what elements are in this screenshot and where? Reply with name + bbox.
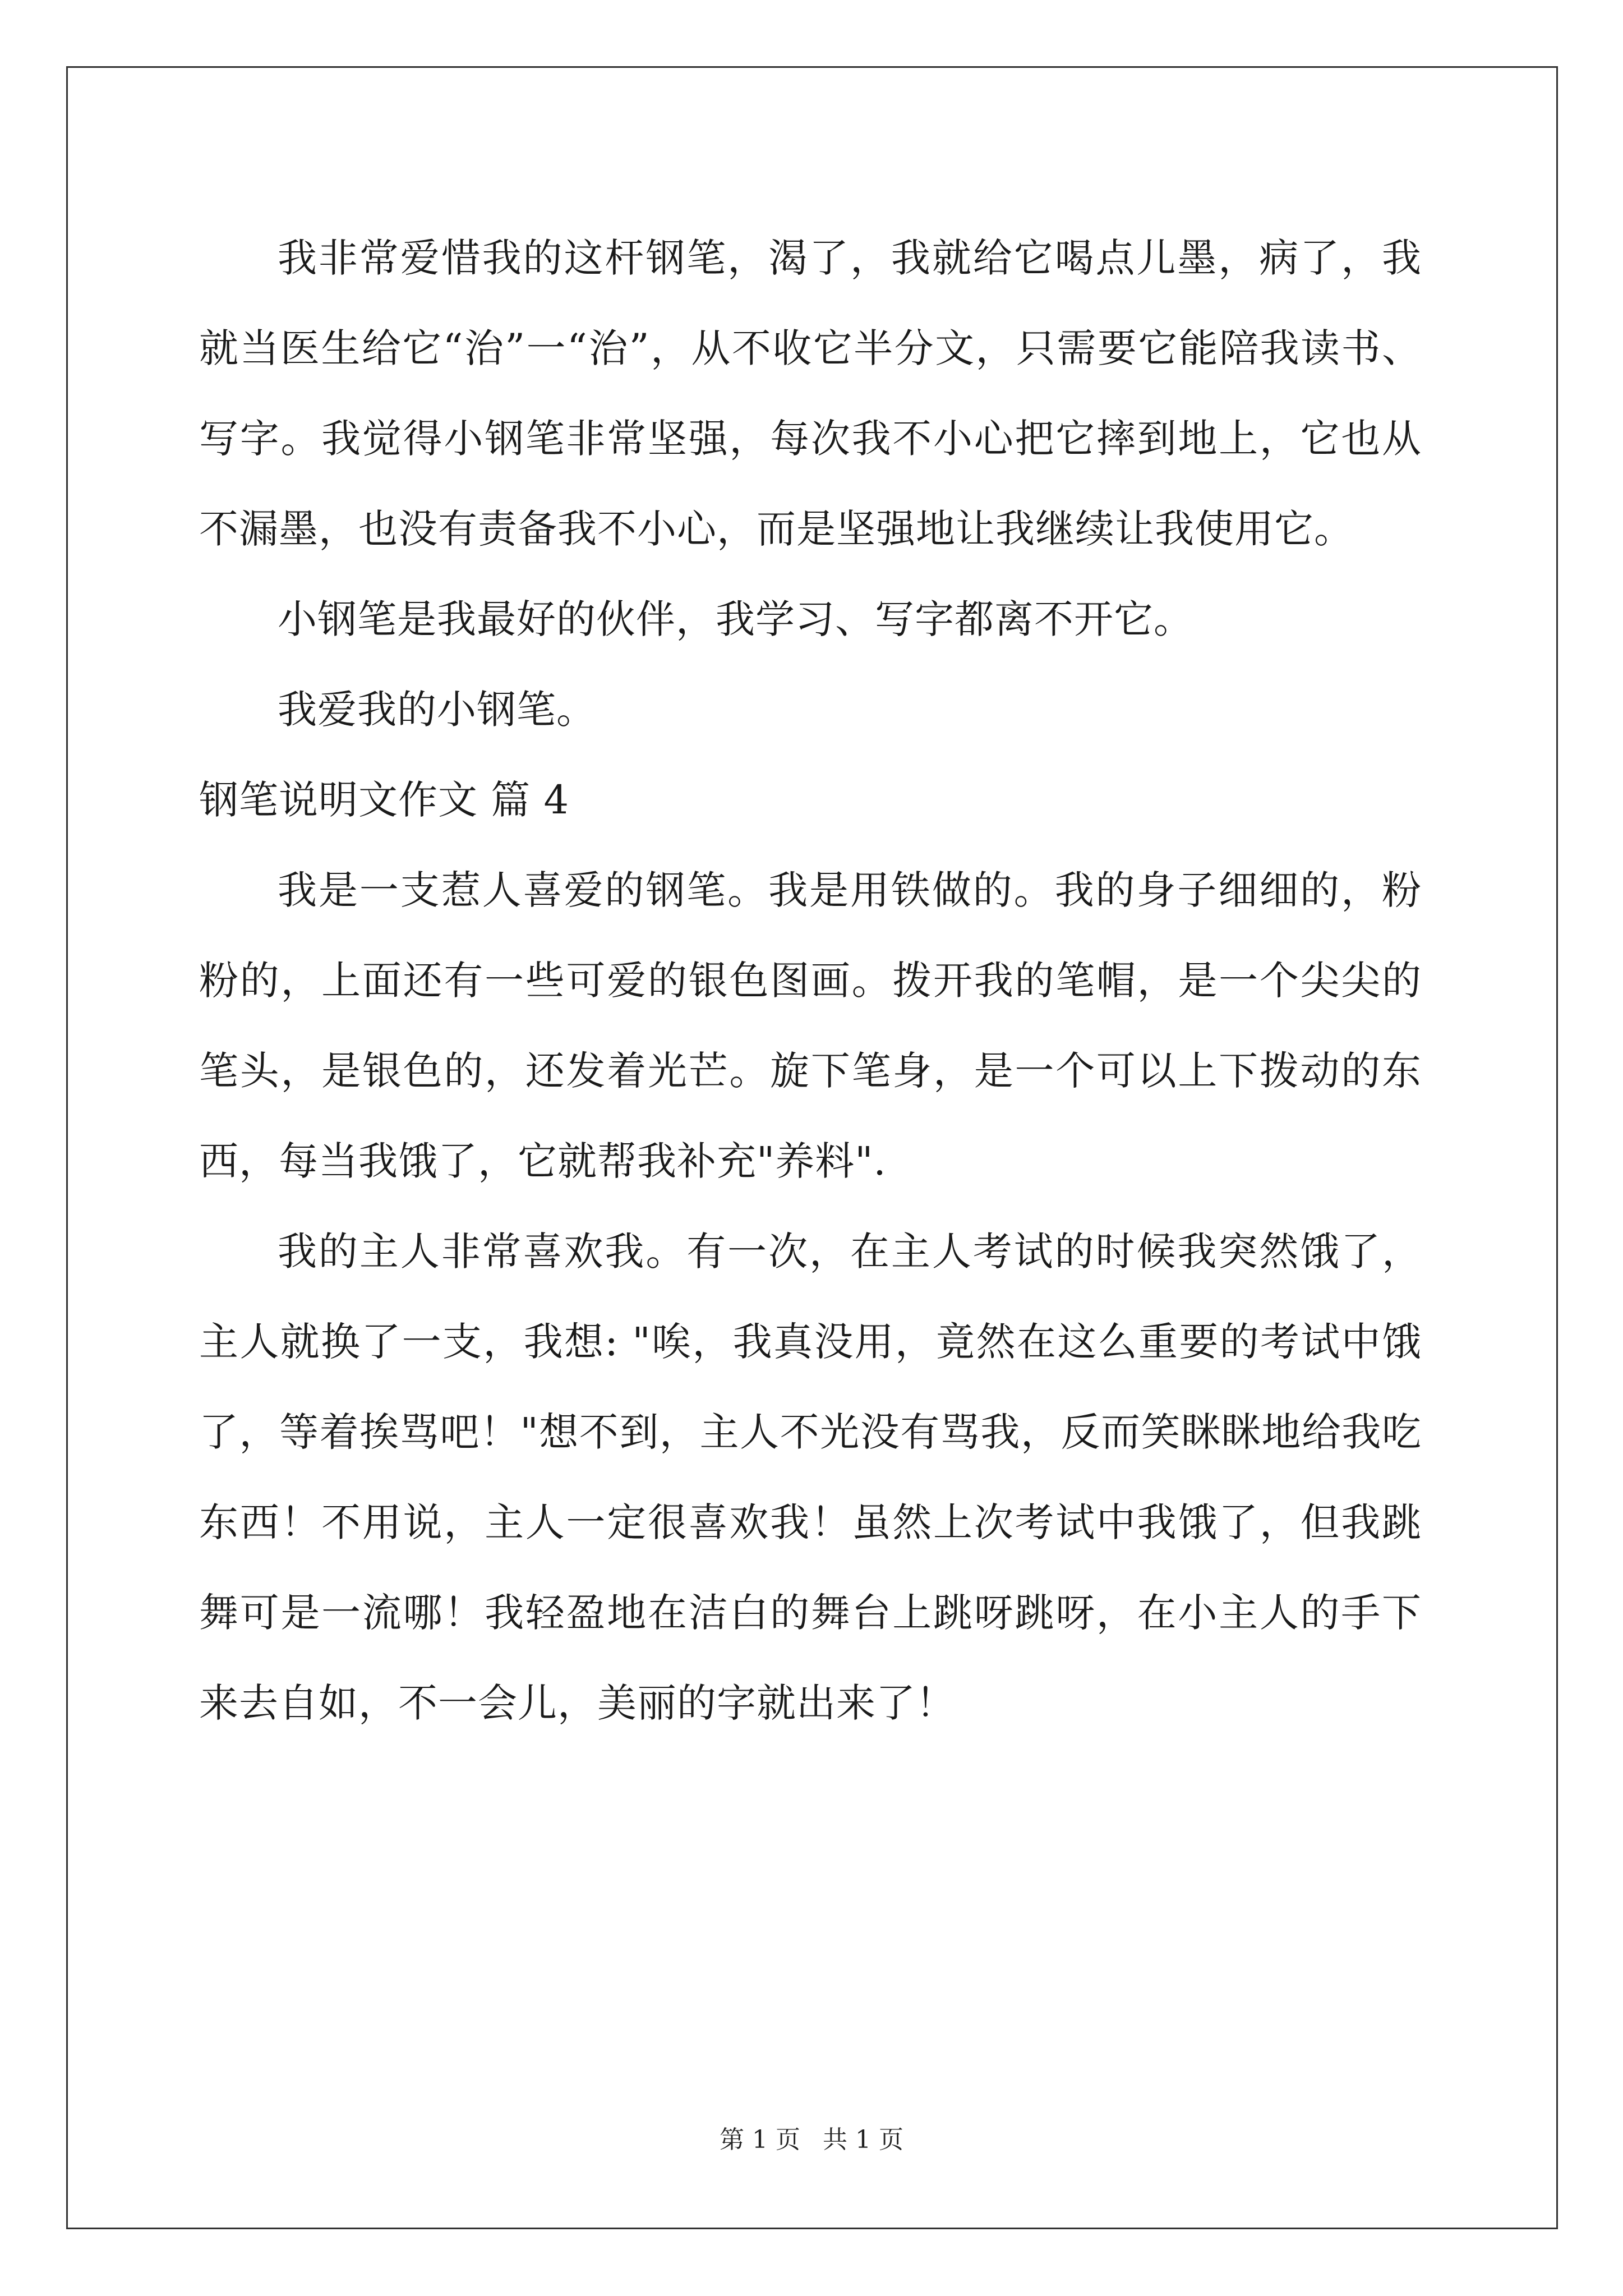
page-footer: [0, 2123, 1623, 2157]
section-heading: 钢笔说明文作文 篇 4: [199, 777, 570, 823]
paragraph-pen-description: 我是一支惹人喜爱的钢笔。我是用铁做的。我的身子细细的，粉粉的，上面还有一些可爱的银色图画。拨开我的笔帽，是一个尖尖的笔头，是银色的，还发着光芒。旋下笔身，是一个可以上下拨动的东西，每当我饿了，它就帮我补充"养料".: [199, 867, 1422, 1184]
page-number: 第 1 页: [720, 2125, 800, 2154]
document-body: [199, 213, 1422, 1749]
paragraph-best-partner: 小钢笔是我最好的伙伴，我学习、写字都离不开它。: [278, 596, 1193, 642]
paragraph-owner-story: 我的主人非常喜欢我。有一次，在主人考试的时候我突然饿了，主人就换了一支，我想: "唉，我真没用，竟然在这么重要的考试中饿了，等着挨骂吧！"想不到，主人不光没有骂我，反而笑眯眯地给我吃东西！不用说，主人一定很喜欢我！虽然上次考试中我饿了，但我跳舞可是一流哪！我轻盈地在洁白的舞台上跳呀跳呀，在小主人的手下来去自如，不一会儿，美丽的字就出来了！: [199, 1228, 1422, 1726]
paragraph-pen-care: 我非常爱惜我的这杆钢笔，渴了，我就给它喝点儿墨，病了，我就当医生给它“治”一“治”，从不收它半分文，只需要它能陪我读书、写字。我觉得小钢笔非常坚强，每次我不小心把它摔到地上，它也从不漏墨，也没有责备我不小心，而是坚强地让我继续让我使用它。: [199, 235, 1422, 552]
paragraph-love-pen: 我爱我的小钢笔。: [278, 687, 596, 733]
page-total: 共 1 页: [823, 2125, 903, 2154]
